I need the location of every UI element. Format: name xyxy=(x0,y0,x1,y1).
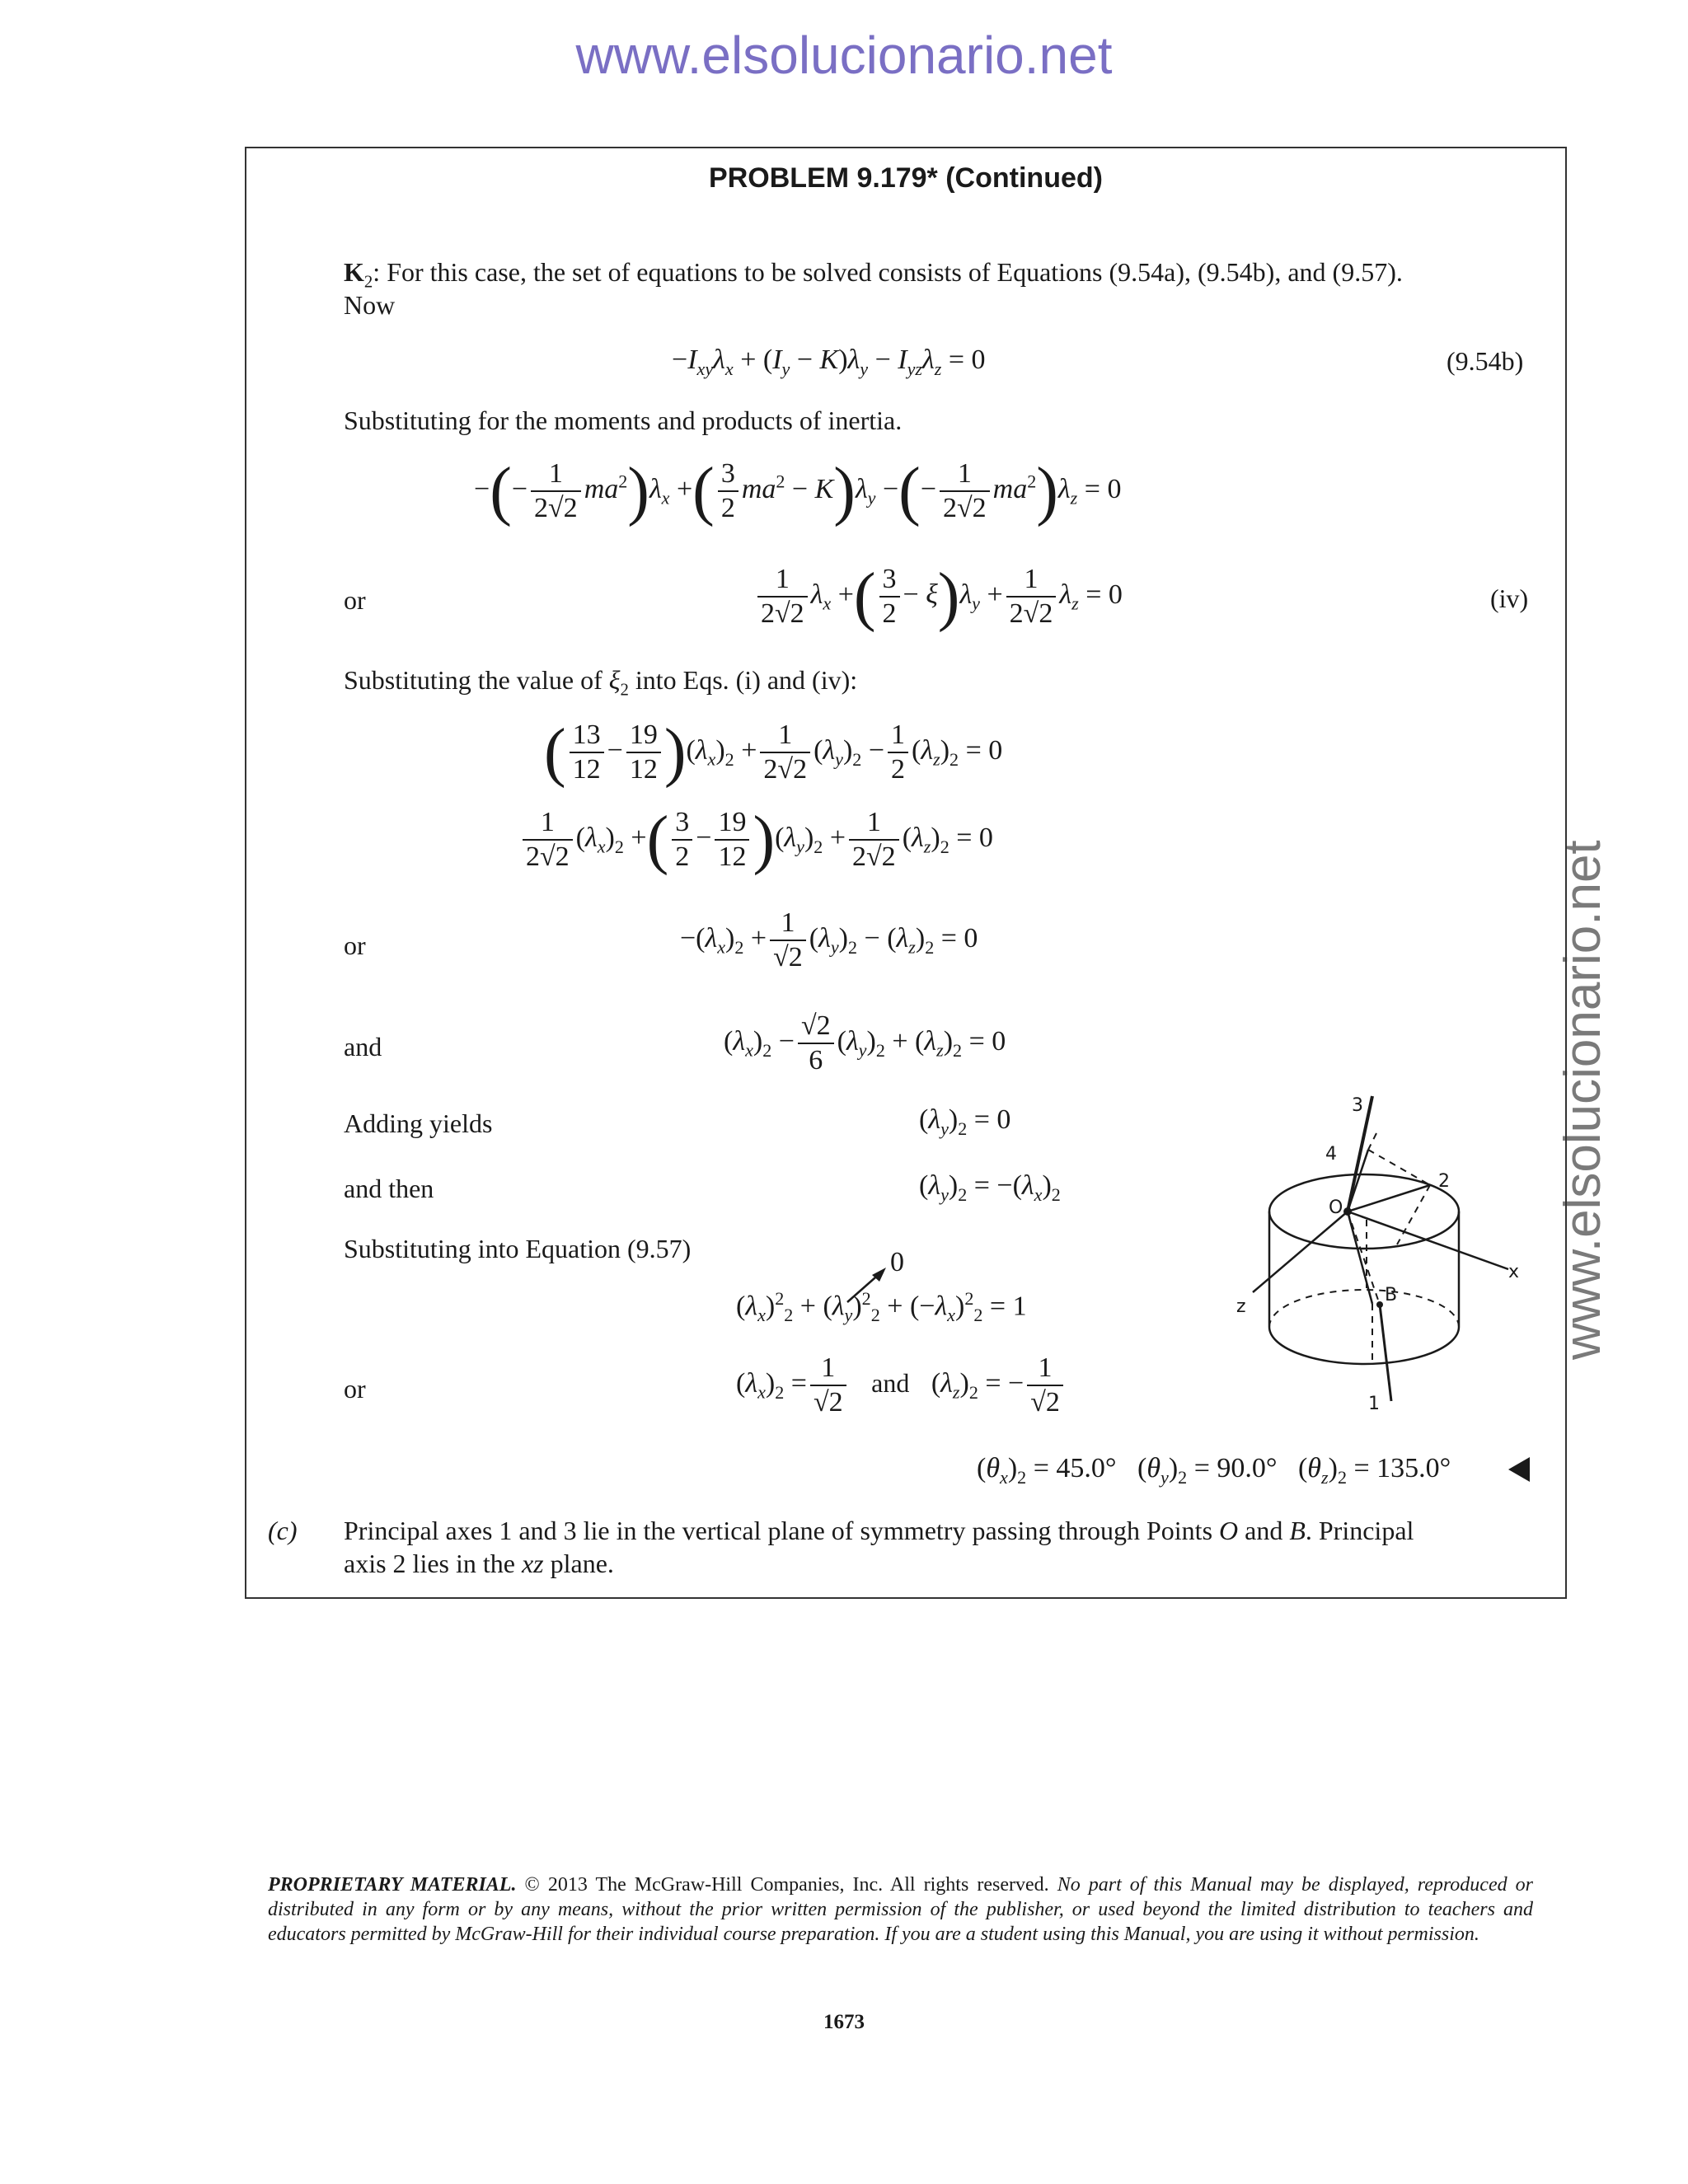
figure-label-b: B xyxy=(1385,1285,1398,1305)
equation-moments: −(− $\frac{1}{2√2}$ $ma^2)\lambda_x$ +( $\frac{3}{2}$ $ma^2 - K)\lambda_y$ −(− $\frac{1}{2√2}$ $ma^2)\lambda_z = 0$ xyxy=(474,455,1122,527)
answer-marker-icon xyxy=(1507,1455,1531,1483)
lambda-y-zero: $(\lambda_y)_2 = 0$ xyxy=(919,1104,1011,1139)
footer-copyright: © 2013 The McGraw-Hill Companies, Inc. All rights reserved. xyxy=(524,1874,1049,1896)
equation-iv: $\frac{1}{2√2}$ $\lambda_x$ +( $\frac{3}{2}$ − $\xi)\lambda_y$ + $\frac{1}{2√2}$ $\lambda_z = 0$ xyxy=(754,563,1123,630)
adding-yields-text: Adding yields xyxy=(344,1108,493,1138)
normalization-equation: $(\lambda_x)^2_2 + (\lambda_y)^2_2 + (-\lambda_x)^2_2 = 1$ xyxy=(736,1288,1027,1326)
equation-954b-number: (9.54b) xyxy=(1447,346,1524,376)
and-label-1: and xyxy=(344,1032,382,1062)
lambda-solutions: $(\lambda_x)_2$ = $\frac{1}{√2}$ and $(\lambda_z)_2$ = − $\frac{1}{√2}$ xyxy=(736,1352,1067,1419)
figure-label-2: 2 xyxy=(1438,1171,1450,1192)
system-equation-2: $\frac{1}{2√2}$ $(\lambda_x)_2$ +( $\frac{3}{2}$ − $\frac{19}{12}$ )$(\lambda_y)_2$ + $\frac{1}{2√2}$ $(\lambda_z)_2 = 0$ xyxy=(519,806,993,874)
reduced-equation-2: $(\lambda_x)_2$ − $\frac{√2}{6}$ $(\lambda_y)_2 + (\lambda_z)_2 = 0$ xyxy=(724,1010,1006,1076)
now-text: Now xyxy=(344,290,396,320)
part-c-line-1: Principal axes 1 and 3 lie in the vertical plane of symmetry passing through Points O and B. Principal xyxy=(344,1516,1414,1545)
or-label-3: or xyxy=(344,1374,366,1404)
part-c-label: (c) xyxy=(268,1516,298,1545)
subst-moments-text: Substituting for the moments and products of inertia. xyxy=(344,405,903,435)
figure-label-o: O xyxy=(1329,1197,1343,1218)
system-equation-1: ( $\frac{13}{12}$ − $\frac{19}{12}$ )$(\lambda_x)_2$ + $\frac{1}{2√2}$ $(\lambda_y)_2$ − $\frac{1}{2}$ $(\lambda_z)_2 = 0$ xyxy=(544,716,1003,789)
subst-xi-text: Substituting the value of $\xi_2$ into Eqs. (i) and (iv): xyxy=(344,665,858,700)
or-label-2: or xyxy=(344,930,366,960)
footer-bold: PROPRIETARY MATERIAL. xyxy=(268,1874,517,1896)
equation-iv-number: (iv) xyxy=(1490,583,1529,613)
k2-intro-text: : For this case, the set of equations to be solved consists of Equations (9.54a), (9.54b), and (9.57). xyxy=(373,257,1403,287)
page-number: 1673 xyxy=(823,2011,865,2033)
zero-annotation: 0 xyxy=(890,1247,904,1277)
footer-notice xyxy=(268,1872,1533,1947)
figure-label-z: z xyxy=(1236,1296,1246,1317)
figure-label-1: 1 xyxy=(1368,1394,1380,1414)
figure-label-3: 3 xyxy=(1352,1095,1363,1116)
angle-results: $(\theta_x)_2 = 45.0^\circ$ $(\theta_y)_2 = 90.0^\circ$ $(\theta_z)_2 = 135.0^\circ$ xyxy=(977,1453,1451,1488)
reduced-equation-1: $-(\lambda_x)_2$ + $\frac{1}{√2}$ $(\lambda_y)_2 - (\lambda_z)_2 = 0$ xyxy=(680,907,978,972)
subst-957-text: Substituting into Equation (9.57) xyxy=(344,1234,692,1263)
cylinder-figure xyxy=(1228,1088,1533,1418)
lambda-relation: $(\lambda_y)_2 = -(\lambda_x)_2$ xyxy=(919,1170,1061,1205)
equation-954b: $-I_{xy}\lambda_x + (I_y - K)\lambda_y - I_{yz}\lambda_z = 0$ xyxy=(672,344,986,379)
k2-sub: 2 xyxy=(363,272,373,292)
problem-title: PROBLEM 9.179* (Continued) xyxy=(709,162,1103,194)
footer-rest: No part of this Manual may be displayed, reproduced or distributed in any form or by any means, without the prior written permission of the publisher, or used beyond the limited distribution to teachers and educators permitted by McGraw-Hill for their individual course preparation. If you are a student using this Manual, you are using it without permission. xyxy=(268,1874,1533,1945)
k2-label: K xyxy=(344,257,364,287)
watermark-side: www.elsolucionario.net xyxy=(1554,840,1611,1360)
or-label-1: or xyxy=(344,585,366,615)
part-c-line-2: axis 2 lies in the xz plane. xyxy=(344,1549,614,1578)
and-then-text: and then xyxy=(344,1174,434,1203)
watermark-top: www.elsolucionario.net xyxy=(575,26,1113,85)
figure-label-4: 4 xyxy=(1325,1144,1337,1165)
figure-label-x: x xyxy=(1508,1262,1520,1282)
k2-intro xyxy=(344,255,1403,298)
